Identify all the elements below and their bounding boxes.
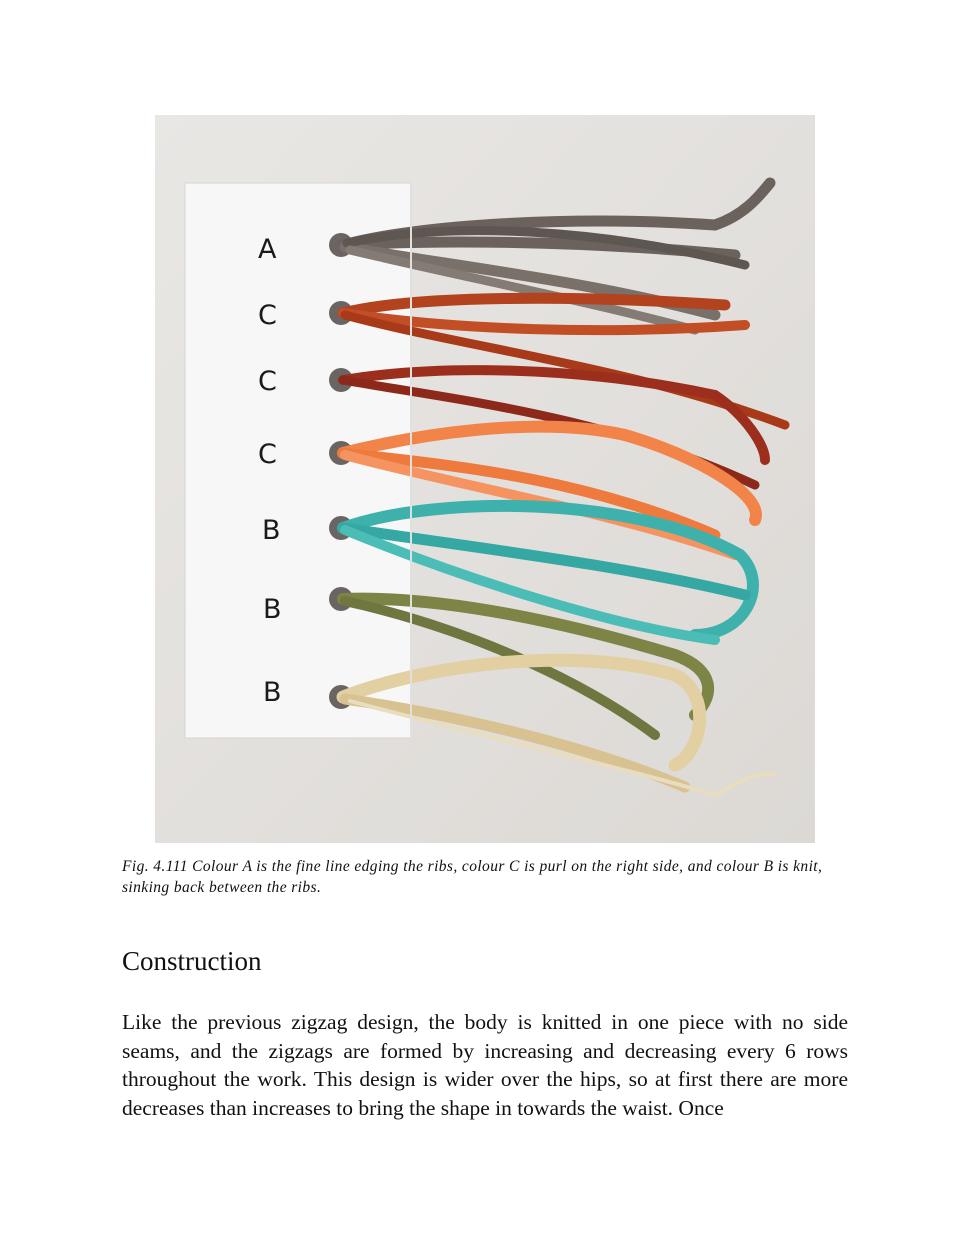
- card-label-c: C: [258, 300, 277, 331]
- figure-caption: Fig. 4.111 Colour A is the fine line edging the ribs, colour C is purl on the right side, and colour B is knit, sinking back between the ribs.: [122, 858, 823, 896]
- card-label-a: A: [258, 234, 277, 265]
- card-label-c: C: [258, 439, 277, 470]
- section-heading: Construction: [122, 946, 262, 976]
- card-label-c: C: [258, 366, 277, 397]
- card-label-b: B: [263, 594, 282, 625]
- yarn-sample-photo: [155, 115, 815, 843]
- body-paragraph: Like the previous zigzag design, the body is knitted in one piece with no side seams, and the zigzags are formed by increasing and decreasing every 6 rows throughout the work. This design is wider over the hips, so at first there are more decreases than increases to bring the shape in towards the waist. Once: [122, 1010, 848, 1120]
- card-label-b: B: [262, 515, 281, 546]
- card-label-b: B: [263, 677, 282, 708]
